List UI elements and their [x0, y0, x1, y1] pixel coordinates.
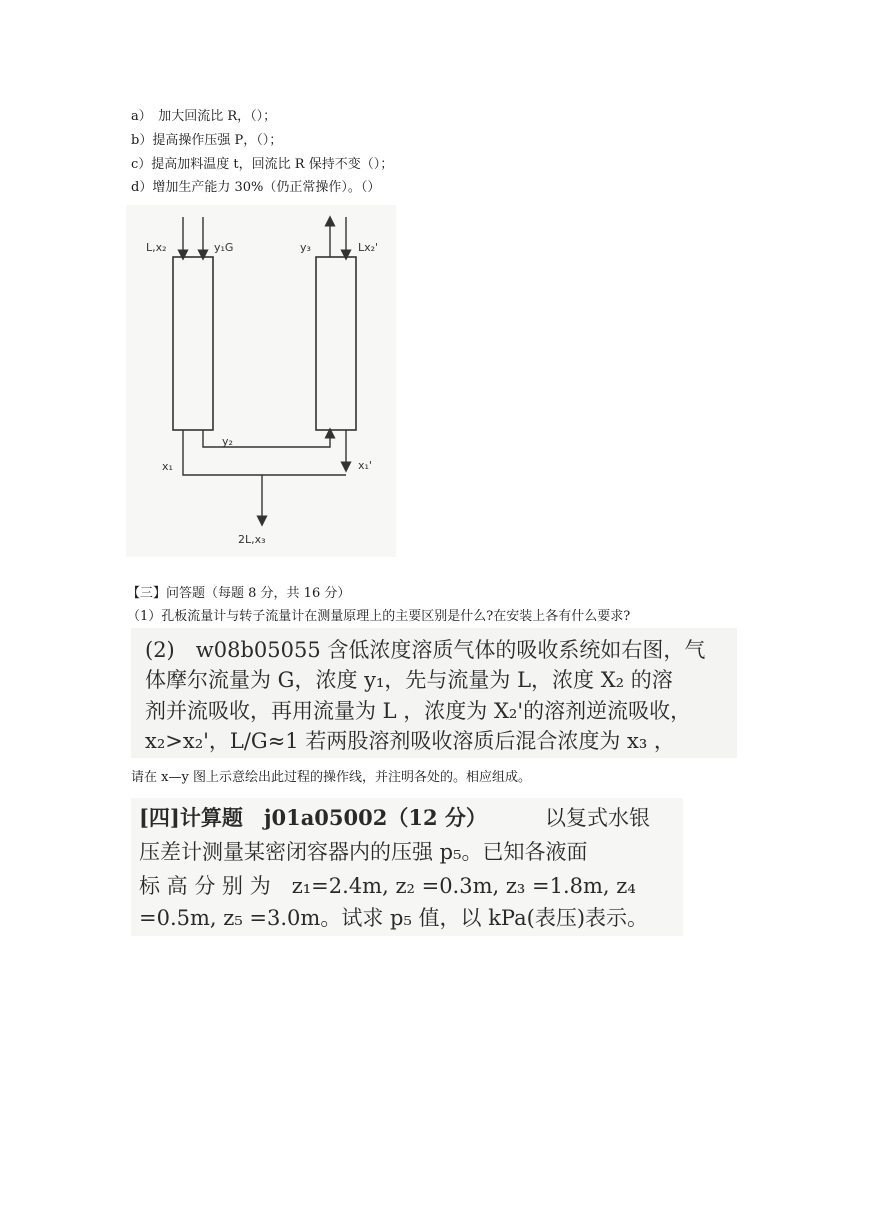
label-x1: x₁ [162, 460, 173, 473]
absorption-diagram [126, 205, 396, 557]
label-y3: y₃ [300, 241, 311, 254]
section4-line4: =0.5m, z₅ =3.0m。试求 p₅ 值，以 kPa(表压)表示。 [139, 906, 649, 930]
section4-scan [131, 798, 683, 936]
section4-heading-tail: 以复式水银 [545, 806, 650, 830]
q2-note: 请在 x—y 图上示意绘出此过程的操作线，并注明各处的。相应组成。 [131, 770, 531, 785]
label-x1p: x₁' [358, 459, 372, 472]
question-2-scan [131, 628, 737, 758]
label-lx2p: Lx₂' [358, 241, 379, 254]
section4-line2: 压差计测量某密闭容器内的压强 p₅。已知各液面 [139, 840, 588, 864]
section4-heading: [四]计算题 j01a05002（12 分） [139, 805, 487, 830]
option-d: d）增加生产能力 30%（仍正常操作）。（） [131, 180, 381, 195]
label-lx2: L,x₂ [146, 241, 167, 254]
q2-line1: (2) w08b05055 含低浓度溶质气体的吸收系统如右图，气 [145, 638, 706, 662]
option-a: a） 加大回流比 R，（）； [131, 109, 277, 124]
option-c: c）提高加料温度 t，回流比 R 保持不变（）； [131, 157, 394, 172]
section3-q1: （1）孔板流量计与转子流量计在测量原理上的主要区别是什么?在安装上各有什么要求? [127, 609, 631, 624]
label-out: 2L,x₃ [238, 533, 266, 546]
option-b: b）提高操作压强 P，（）； [131, 133, 283, 148]
q2-line3: 剂并流吸收，再用流量为 L ，浓度为 X₂'的溶剂逆流吸收， [145, 699, 692, 723]
label-y2: y₂ [222, 435, 233, 448]
section4-line3: 标 高 分 别 为 z₁=2.4m, z₂ =0.3m, z₃ =1.8m, z₄ [139, 874, 636, 898]
label-y1g: y₁G [214, 241, 234, 254]
section3-heading: 【三】问答题（每题 8 分，共 16 分） [127, 586, 351, 601]
q2-line4: x₂>x₂'，L/G≈1 若两股溶剂吸收溶质后混合浓度为 x₃ ， [145, 729, 675, 753]
q2-line2: 体摩尔流量为 G，浓度 y₁，先与流量为 L，浓度 X₂ 的溶 [145, 668, 673, 692]
